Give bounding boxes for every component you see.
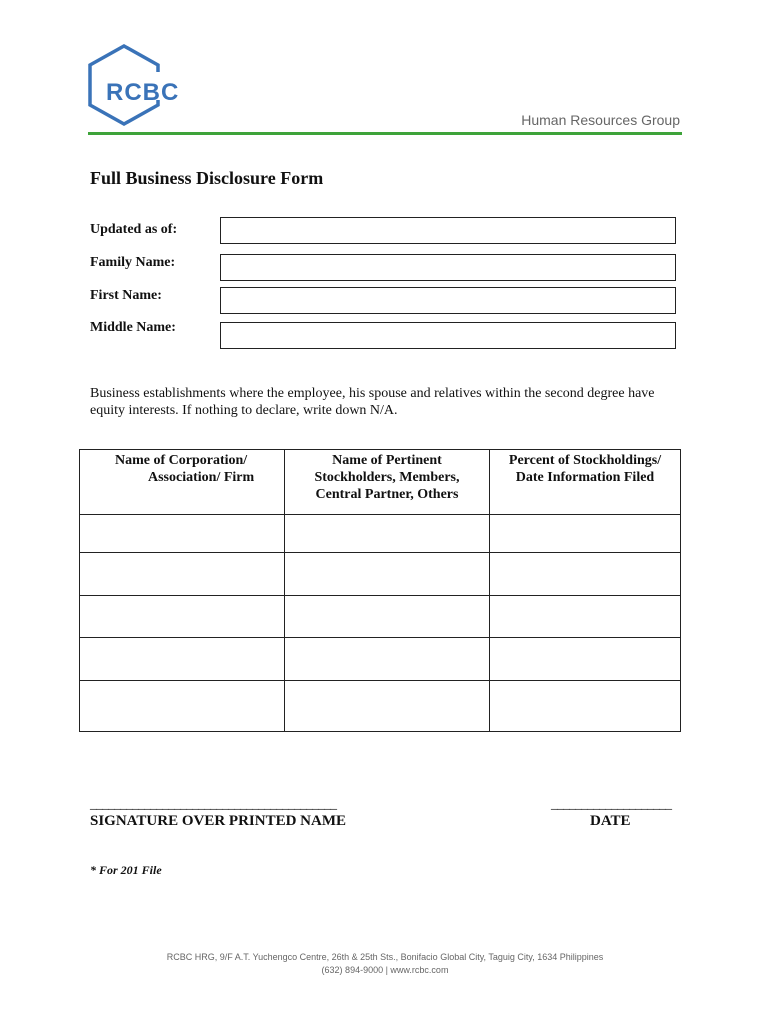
table-row [80,681,681,732]
table-cell[interactable] [490,638,681,681]
updated-as-of-label: Updated as of: [90,222,178,237]
table-cell[interactable] [80,638,285,681]
table-row [80,596,681,638]
table-row [80,638,681,681]
column-header-stockholdings [490,450,681,515]
signature-caption: SIGNATURE OVER PRINTED NAME [90,813,346,829]
column-header-corporation [80,450,285,515]
disclosure-instructions: Business establishments where the employee, his spouse and relatives within the second degree have equity interests. If nothing to declare, write down N/A. [90,386,655,418]
logo-text: RCBC [106,79,180,106]
table-row [80,515,681,553]
table-cell[interactable] [285,638,490,681]
table-cell[interactable] [80,596,285,638]
header-line: Name of Corporation/ [115,453,248,468]
table-cell[interactable] [80,515,285,553]
updated-as-of-field[interactable] [220,217,676,244]
form-title: Full Business Disclosure Form [90,168,324,188]
table-cell[interactable] [490,681,681,732]
table-cell[interactable] [285,681,490,732]
middle-name-field[interactable] [220,322,676,349]
table-header-row [80,450,681,515]
header-line: Central Partner, Others [315,487,459,502]
table-row [80,553,681,596]
header-line: Association/ Firm [148,470,255,485]
table-cell[interactable] [490,553,681,596]
footer-address: RCBC HRG, 9/F A.T. Yuchengco Centre, 26th & 25th Sts., Bonifacio Global City, Taguig City, 1634 Philippines [166,952,604,962]
rcbc-logo [88,44,186,128]
table-cell[interactable] [490,596,681,638]
footer-contact: (632) 894-9000 | www.rcbc.com [321,965,449,975]
table-cell[interactable] [285,553,490,596]
date-caption: DATE [590,813,631,829]
date-line[interactable]: ____________________ [551,797,671,812]
family-name-field[interactable] [220,254,676,281]
middle-name-label: Middle Name: [90,320,176,335]
table-cell[interactable] [490,515,681,553]
header-line: Percent of Stockholdings/ [508,453,662,468]
column-header-stockholders [285,450,490,515]
hexagon-logo-icon [88,44,186,128]
department-name: Human Resources Group [521,112,680,128]
header-line: Stockholders, Members, [314,470,460,485]
header-divider [88,132,682,135]
table-cell[interactable] [285,515,490,553]
first-name-label: First Name: [90,288,162,303]
signature-line[interactable]: _________________________________________ [90,797,336,812]
table-cell[interactable] [80,553,285,596]
table-cell[interactable] [285,596,490,638]
table-cell[interactable] [80,681,285,732]
disclosure-table [79,449,681,732]
family-name-label: Family Name: [90,255,176,270]
first-name-field[interactable] [220,287,676,314]
header-line: Date Information Filed [515,470,655,485]
header-line: Name of Pertinent [332,453,442,468]
file-note: * For 201 File [90,863,162,877]
